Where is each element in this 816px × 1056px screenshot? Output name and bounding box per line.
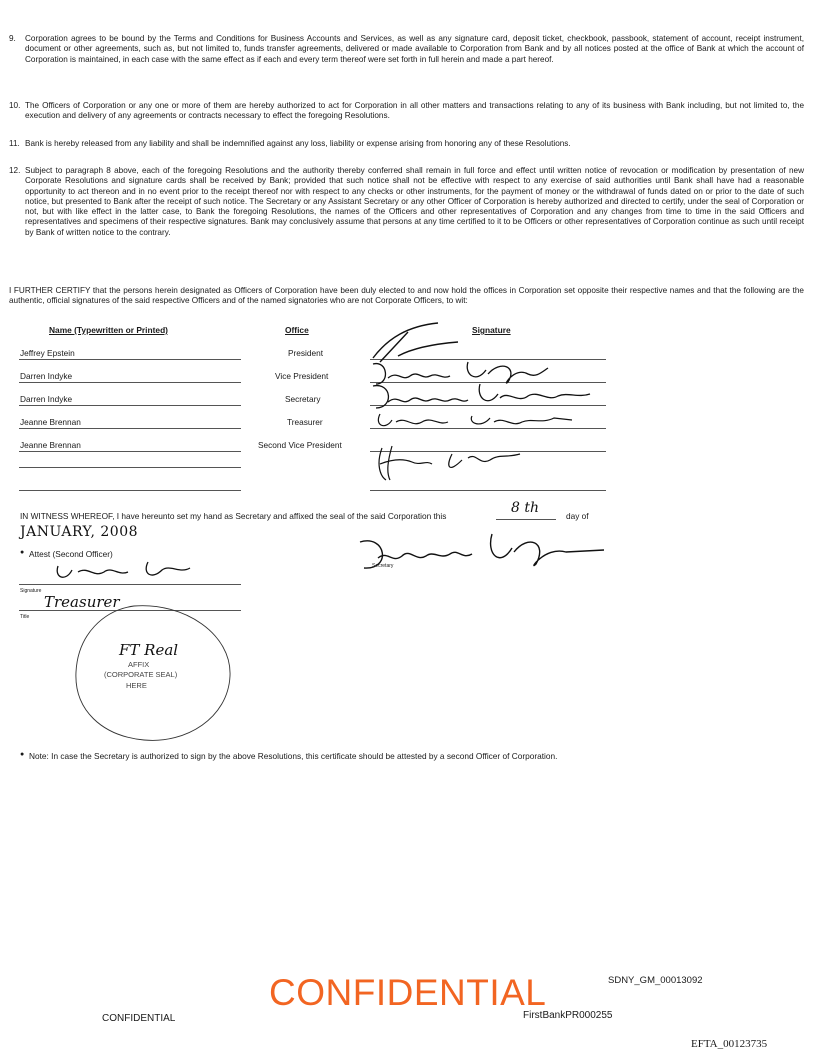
- signature-jeanne-treasurer: [372, 408, 582, 436]
- note-bullet: ●: [20, 751, 25, 758]
- officer-office: Second Vice President: [258, 440, 342, 450]
- paragraph-text: Subject to paragraph 8 above, each of the foregoing Resolutions and the authority thereby conferred shall remain in full force and effect until written notice of revocation or modification by presentation of new Corporate Resolutions and signature cards shall be received by Bank; provided that such notice shall not be effective with respect to any exercise of said authorities until Bank shall have had a reasonable opportunity to act thereon and in no event prior to the receipt thereof nor with respect to any checks or other instruments, for the payment of money or the withdrawal of funds dated on or prior to the date of such notice, but presented to Bank after the receipt of such notice. The Secretary or any Assistant Secretary or any other Officer of Corporation is hereby authorized and directed to certify, under the seal of Corporation or not, but with like effect in the latter case, to Bank the foregoing Resolutions, the names of the Officers and other representatives of Corporation and any changes from time to time in the said Officers and representatives and specimens of their respective signatures. Bank may conclusively assume that persons at any time certified to it to be Officers or other representatives of Corporation continue as such until receipt by Bank of written notice to the contrary.: [25, 166, 804, 237]
- witness-day: 8 th: [511, 500, 539, 516]
- attest-label: Attest (Second Officer): [29, 549, 113, 559]
- seal-handwritten: FT Real: [119, 641, 179, 659]
- paragraph-number: 10.: [9, 101, 21, 110]
- attest-title-label: Title: [20, 614, 30, 620]
- officer-name: Darren Indyke: [20, 371, 73, 381]
- confidential-small: CONFIDENTIAL: [102, 1013, 176, 1024]
- officer-office: Secretary: [285, 394, 321, 404]
- officer-name: Jeanne Brennan: [20, 417, 81, 427]
- officer-office: President: [288, 348, 324, 358]
- efta-number: EFTA_00123735: [691, 1038, 768, 1050]
- attest-signature-label: Signature: [20, 588, 42, 594]
- seal-line-2: (CORPORATE SEAL): [104, 670, 178, 679]
- officer-name: Jeffrey Epstein: [20, 348, 75, 358]
- officer-office: Treasurer: [287, 417, 323, 427]
- officer-name: Jeanne Brennan: [20, 440, 81, 450]
- certify-paragraph: I FURTHER CERTIFY that the persons herein designated as Officers of Corporation have been duly elected to and now hold the offices in Corporation set opposite their respective names and that the following are the authentic, official signatures of the said respective Officers and of the named signatories who are not Corporate Officers, to wit:: [9, 286, 804, 306]
- bates-number-firstbank: FirstBankPR000255: [523, 1010, 613, 1021]
- paragraph-9: [9, 34, 804, 65]
- witness-day-of: day of: [566, 511, 589, 521]
- table-header-signature: Signature: [472, 325, 511, 335]
- attest-bullet: ●: [20, 549, 25, 556]
- paragraph-12: [9, 166, 804, 238]
- paragraph-text: Corporation agrees to be bound by the Terms and Conditions for Business Accounts and Services, as well as any signature card, deposit ticket, checkbook, passbook, statement of account, receipt instrument, document or other agreements, such as, but not limited to, funds transfer agreements, delivered or made available to Corporation from Bank and by all notices posted at the office of Bank at which the account of Corporation is maintained, in each case with the same effect as if each and every term thereof were set forth in full herein and made a part hereof.: [25, 34, 804, 64]
- table-header-office: Office: [285, 325, 309, 335]
- paragraph-text: The Officers of Corporation or any one or more of them are hereby authorized to act for Corporation in all other matters and transactions relating to any of its business with Bank including, but not limited to, the execution and delivery of any agreements or contracts necessary to effect the foregoing Resolutions.: [25, 101, 804, 121]
- witness-text: IN WITNESS WHEREOF, I have hereunto set my hand as Secretary and affixed the seal of the said Corporation this: [20, 511, 447, 521]
- confidential-stamp: CONFIDENTIAL: [269, 972, 547, 1013]
- note-text: Note: In case the Secretary is authorized to sign by the above Resolutions, this certificate should be attested by a second Officer of Corporation.: [29, 751, 558, 761]
- bates-number-sdny: SDNY_GM_00013092: [608, 975, 703, 986]
- officer-office: Vice President: [275, 371, 329, 381]
- seal-line-3: HERE: [126, 681, 147, 690]
- seal-line-1: AFFIX: [128, 660, 150, 669]
- signature-secretary: [352, 528, 612, 578]
- paragraph-number: 9.: [9, 34, 16, 43]
- paragraph-number: 12.: [9, 166, 21, 175]
- secretary-label: Secretary: [372, 563, 394, 569]
- signature-second-vp: [372, 440, 532, 490]
- table-header-name: Name (Typewritten or Printed): [49, 325, 168, 335]
- paragraph-text: Bank is hereby released from any liability and shall be indemnified against any loss, liability or expense arising from honoring any of these Resolutions.: [25, 139, 571, 148]
- paragraph-number: 11.: [9, 139, 20, 148]
- attest-title-value: Treasurer: [44, 593, 120, 611]
- witness-month-year: JANUARY, 2008: [20, 524, 139, 540]
- paragraph-10: [9, 101, 804, 122]
- paragraph-11: [9, 139, 804, 149]
- officer-name: Darren Indyke: [20, 394, 73, 404]
